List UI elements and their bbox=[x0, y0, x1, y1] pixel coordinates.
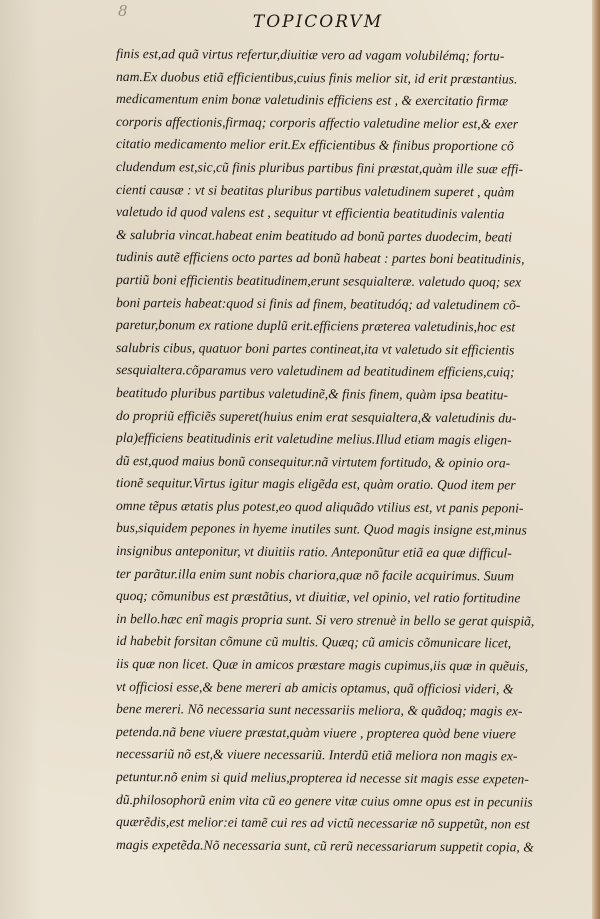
text-line: petenda.nã bene viuere præstat,quàm viuere , propterea quòd bene viuere bbox=[115, 723, 516, 742]
text-line: ter parãtur.illa enim sunt nobis chariora,quæ nõ facile acquirimus. Suum bbox=[115, 565, 515, 584]
text-line: bus,siquidem pepones in hyeme inutiles sunt. Quod magis insigne est,minus bbox=[115, 520, 527, 538]
text-line: vt officiosi esse,& bene mereri ab amicis optamus, quã officiosi videri, & bbox=[115, 678, 514, 697]
text-line: quoq; cõmunibus est præstãtius, vt diuitiæ, vel opinio, vel ratio fortitudine bbox=[115, 588, 521, 606]
text-line: corporis affectionis,firmaq; corporis affectio valetudine melior est,& exer bbox=[115, 113, 519, 132]
text-line: tionẽ sequitur.Virtus igitur magis eligẽda est, quàm oratio. Quod item per bbox=[115, 475, 516, 493]
text-line: petuntur.nõ enim si quid melius,propterea id necesse sit magis esse expeten- bbox=[115, 769, 529, 787]
text-line: valetudo id quod valens est , sequitur vt efficientia beatitudinis valentia bbox=[115, 204, 505, 222]
text-line: dũ.philosophorũ enim vita cũ eo genere vitæ cuius omne opus est in pecuniis bbox=[115, 791, 533, 810]
text-line: bene mereri. Nõ necessaria sunt necessariis meliora, & quãdoq; magis ex- bbox=[115, 701, 523, 719]
text-line: beatitudo pluribus partibus valetudinẽ,& finis finem, quàm ipsa beatitu- bbox=[115, 384, 508, 403]
text-line: sesquialtera.cõparamus vero valetudinem ad beatitudinem efficiens,cuiq; bbox=[115, 362, 515, 380]
text-line: necessariũ nõ est,& viuere necessariũ. Interdũ etiã meliora non magis ex- bbox=[115, 746, 518, 764]
text-line: nam.Ex duobus etiã efficientibus,cuius finis melior sit, id erit præstantius. bbox=[115, 68, 518, 87]
text-line: paretur,bonum ex ratione duplũ erit.efficiens præterea valetudinis,hoc est bbox=[115, 317, 516, 335]
text-line: in bello.hæc enĩ magis propria sunt. Si vero strenuè in bello se gerat quispiã, bbox=[115, 610, 535, 629]
text-line: medicamentum enim bonæ valetudinis efficiens est , & exercitatio firmæ bbox=[115, 91, 509, 109]
text-line: quærẽdis,est melior:ei tamẽ cui res ad victũ necessariæ nõ suppetũt, non est bbox=[115, 814, 530, 832]
text-line: do propriũ efficiẽs superet(huius enim erat sesquialtera,& valetudinis du- bbox=[115, 407, 517, 425]
text-line: insignibus anteponitur, vt diuitiis ratio. Anteponũtur etiã ea quæ difficul- bbox=[115, 543, 512, 561]
text-line: magis expetẽda.Nõ necessaria sunt, cũ rerũ necessariarum suppetit copia, & bbox=[115, 836, 534, 855]
text-line: iis quæ non licet. Quæ in amicos præstare magis cupimus,iis quæ in quẽuis, bbox=[115, 656, 529, 674]
text-line: dũ est,quod maius bonũ consequitur.nã virtutem fortitudo, & opinio ora- bbox=[115, 452, 511, 471]
text-line: tudinis autẽ efficiens octo partes ad bonũ habeat : partes boni beatitudinis, bbox=[115, 249, 525, 267]
body-text bbox=[116, 43, 586, 856]
text-line: cludendum est,sic,cũ finis pluribus partibus fini præstat,quàm ille suæ effi- bbox=[115, 158, 524, 177]
text-line: boni parteis habeat:quod si finis ad finem, beatitudóq; ad valetudinem cõ- bbox=[115, 294, 521, 313]
text-line: finis est,ad quã virtus refertur,diuitiæ vero ad vagam volubilémq; fortu- bbox=[115, 46, 505, 64]
text-line: pla)efficiens beatitudinis erit valetudine melius.Illud etiam magis eligen- bbox=[115, 430, 512, 448]
folio-mark: 8 bbox=[118, 2, 128, 20]
text-line: citatio medicamento melior erit.Ex efficientibus & finibus proportione cõ bbox=[115, 136, 514, 154]
text-line: omne tẽpus ætatis plus potest,eo quod aliquãdo vtilius est, vt panis peponi- bbox=[115, 497, 524, 516]
text-line: & salubria vincat.habeat enim beatitudo ad bonũ partes duodecim, beati bbox=[115, 226, 513, 245]
text-line: partiũ boni efficientis beatitudinem,erunt sesquialteræ. valetudo quoq; sex bbox=[115, 271, 522, 290]
running-head: TOPICORVM bbox=[252, 12, 384, 32]
page-edge bbox=[592, 0, 600, 919]
text-line: id habebit forsitan cõmune cũ multis. Quæq; cũ amicis cõmunicare licet, bbox=[115, 633, 512, 651]
text-line: cienti causæ : vt si beatitas pluribus partibus valetudinem superet , quàm bbox=[115, 181, 515, 199]
text-line: salubris cibus, quatuor boni partes contineat,ita vt valetudo sit efficientis bbox=[115, 339, 515, 358]
